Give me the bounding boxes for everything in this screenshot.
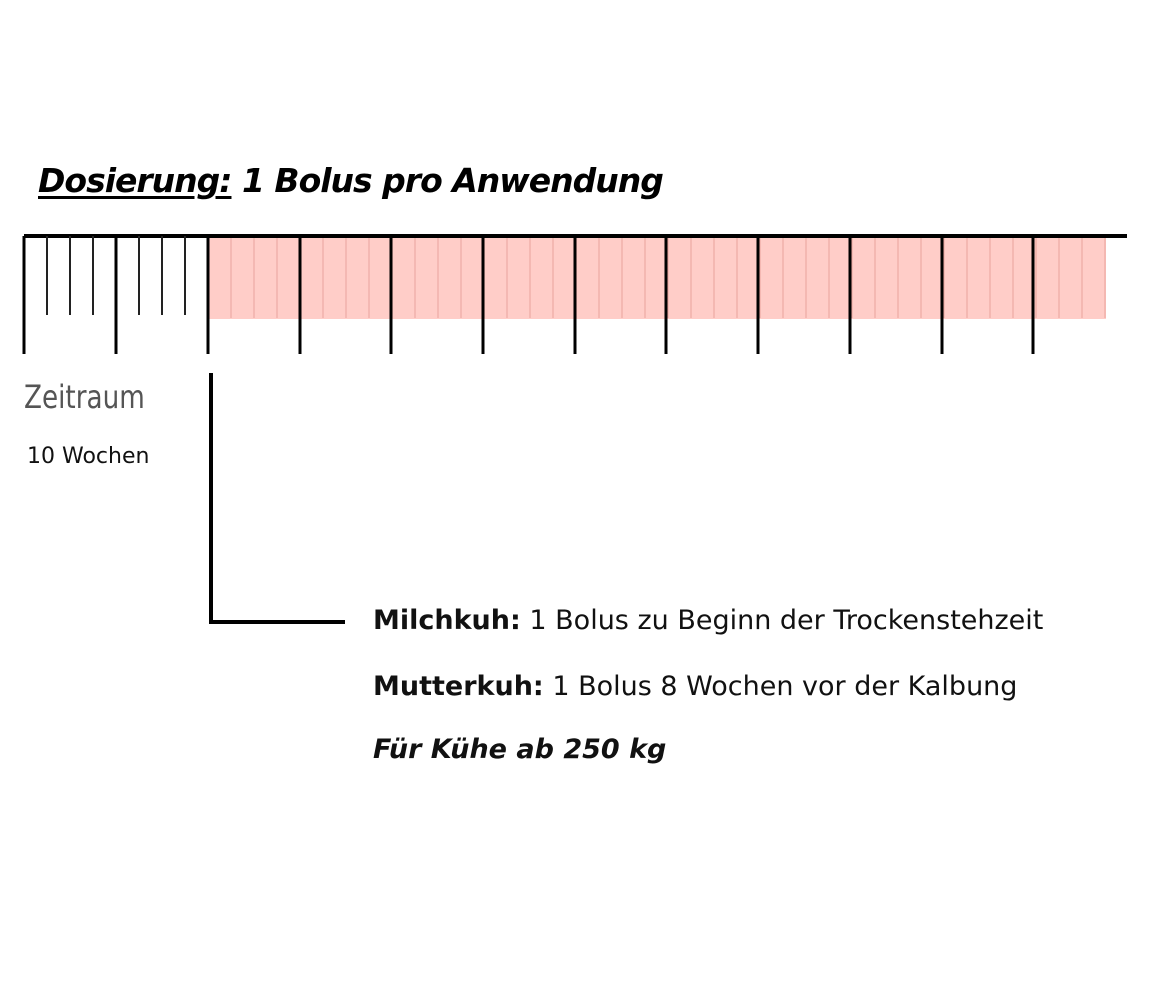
- note-suckler-cow: [373, 671, 1017, 702]
- note-dairy-cow: [373, 605, 1043, 636]
- note-suckler-cow-key: Mutterkuh:: [373, 671, 544, 702]
- dosage-heading-text: 1 Bolus pro Anwendung: [231, 161, 663, 200]
- treatment-period-band: [208, 237, 1106, 319]
- period-bracket: [211, 373, 345, 622]
- note-dairy-cow-key: Milchkuh:: [373, 605, 521, 636]
- dosage-heading-key: Dosierung:: [38, 161, 232, 200]
- note-dairy-cow-text: 1 Bolus zu Beginn der Trockenstehzeit: [520, 605, 1044, 636]
- period-label: Zeitraum: [24, 378, 145, 416]
- note-suckler-cow-text: 1 Bolus 8 Wochen vor der Kalbung: [543, 671, 1018, 702]
- treatment-period-highlight: [208, 237, 1106, 319]
- period-value: 10 Wochen: [27, 444, 150, 469]
- note-weight-requirement: Für Kühe ab 250 kg: [373, 734, 667, 765]
